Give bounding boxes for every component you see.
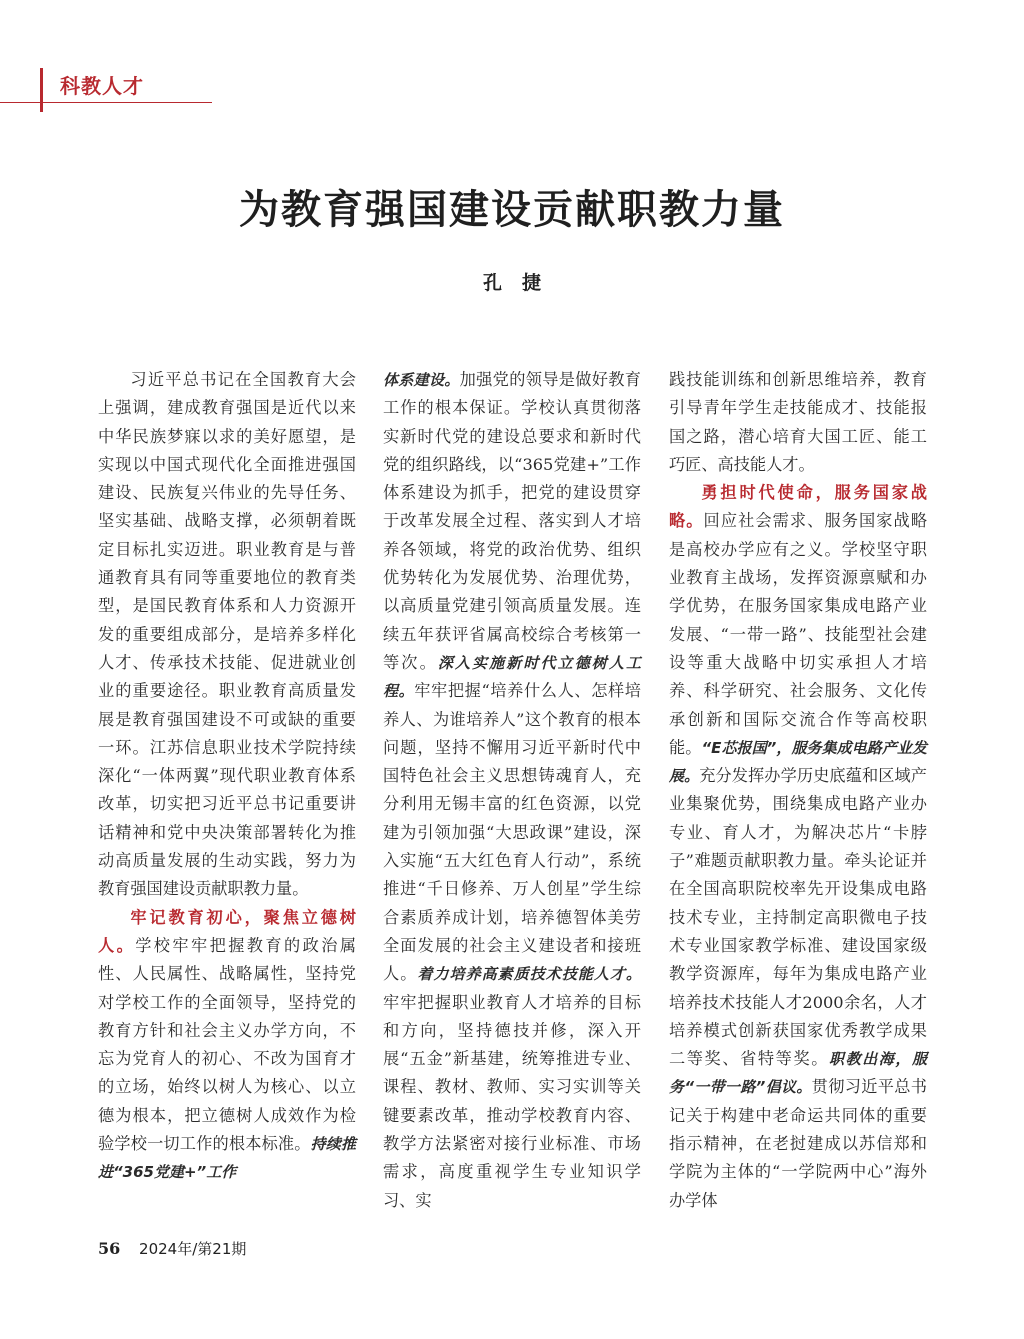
paragraph-text: 加强党的领导是做好教育工作的根本保证。学校认真贯彻落实新时代党的建设总要求和新时代党的组织路线，以“365党建+”工作体系建设为抓手，把党的建设贯穿于改革发展全过程、落实到人才培养各领域，将党的政治优势、组织优势转化为发展优势、治理优势，以高质量党建引领高质量发展。连续五年获评省属高校综合考核第一等次。 (383, 370, 641, 672)
section-heading: 勇担时代使命，服务国家战略。 (669, 483, 927, 531)
paragraph-text: 回应社会需求、服务国家战略是高校办学应有之义。学校坚守职业教育主战场，发挥资源禀赋和办学优势，在服务国家集成电路产业发展、“一带一路”、技能型社会建设等重大战略中切实承担人才培养、科学研究、社会服务、文化传承创新和国际交流合作等高校职能。 (669, 511, 928, 757)
section-tag (40, 68, 170, 112)
section-bar (40, 68, 43, 112)
paragraph (98, 904, 356, 1187)
subsection-heading: 职教出海，服务“一带一路”倡议。 (669, 1050, 927, 1097)
section-label: 科教人才 (60, 74, 144, 98)
paragraph (383, 366, 641, 1215)
paragraph (669, 479, 927, 1215)
paragraph-text: 充分发挥办学历史底蕴和区域产业集聚优势，围绕集成电路产业办专业、育人才，为解决芯片“卡脖子”难题贡献职教力量。牵头论证并在全国高职院校率先开设集成电路技术专业，主持制定高职微电子技术专业国家教学标准、建设国家级教学资源库，每年为集成电路产业培养技术技能人才2000余名，人才培养模式创新获国家优秀教学成果二等奖、省特等奖。 (669, 766, 927, 1069)
paragraph-text: 牢牢把握“培养什么人、怎样培养人、为谁培养人”这个教育的根本问题，坚持不懈用习近平新时代中国特色社会主义思想铸魂育人，充分利用无锡丰富的红色资源，以党建为引领加强“大思政课”建设，深入实施“五大红色育人行动”，系统推进“千日修养、万人创星”学生综合素质养成计划，培养德智体美劳全面发展的社会主义建设者和接班人。 (383, 681, 641, 984)
paragraph: 践技能训练和创新思维培养，教育引导青年学生走技能成才、技能报国之路，潜心培育大国工匠、能工巧匠、高技能人才。 (669, 370, 927, 474)
text-column-2 (383, 366, 641, 1215)
paragraph-text: 牢牢把握职业教育人才培养的目标和方向，坚持德技并修，深入开展“五金”新基建，统筹推进专业、课程、教材、教师、实习实训等关键要素改革，推动学校教育内容、教学方法紧密对接行业标准、市场需求，高度重视学生专业知识学习、实 (383, 992, 641, 1210)
subsection-heading: 着力培养高素质技术技能人才。 (417, 965, 641, 984)
text-column-3 (669, 366, 927, 1215)
article-title: 为教育强国建设贡献职教力量 (239, 186, 785, 233)
subsection-heading: 体系建设。 (383, 371, 460, 389)
paragraph-text: 贯彻习近平总书记关于构建中老命运共同体的重要指示精神，在老挝建成以苏信郑和学院为主体的“一学院两中心”海外办学体 (669, 1077, 927, 1210)
text-column-1 (98, 366, 356, 1187)
section-heading: 牢记教育初心，聚焦立德树人。 (98, 907, 356, 955)
paragraph: 习近平总书记在全国教育大会上强调，建成教育强国是近代以来中华民族梦寐以求的美好愿望，是实现以中国式现代化全面推进强国建设、民族复兴伟业的先导任务、坚实基础、战略支撑，必须朝着既定目标扎实迈进。职业教育是与普通教育具有同等重要地位的教育类型，是国民教育体系和人力资源开发的重要组成部分，是培养多样化人才、传承技术技能、促进就业创业的重要途径。职业教育高质量发展是教育强国建设不可或缺的重要一环。江苏信息职业技术学院持续深化“一体两翼”现代职业教育体系改革，切实把习近平总书记重要讲话精神和党中央决策部署转化为推动高质量发展的生动实践，努力为教育强国建设贡献职教力量。 (98, 370, 356, 899)
subsection-heading: “E芯报国”，服务集成电路产业发展。 (669, 738, 928, 786)
article-author: 孔捷 (482, 272, 561, 294)
section-rule (0, 102, 212, 103)
page-number: 56 (98, 1239, 121, 1258)
issue-label: 2024年/第21期 (139, 1240, 247, 1258)
page-footer (98, 1238, 246, 1259)
subsection-heading: 持续推进“365党建+”工作 (98, 1135, 356, 1182)
subsection-heading: 深入实施新时代立德树人工程。 (383, 653, 641, 701)
paragraph-text: 学校牢牢把握教育的政治属性、人民属性、战略属性，坚持党对学校工作的全面领导，坚持党的教育方针和社会主义办学方向，不忘为党育人的初心、不改为国育才的立场，始终以树人为核心、以立德为根本，把立德树人成效作为检验学校一切工作的根本标准。 (98, 935, 357, 1154)
